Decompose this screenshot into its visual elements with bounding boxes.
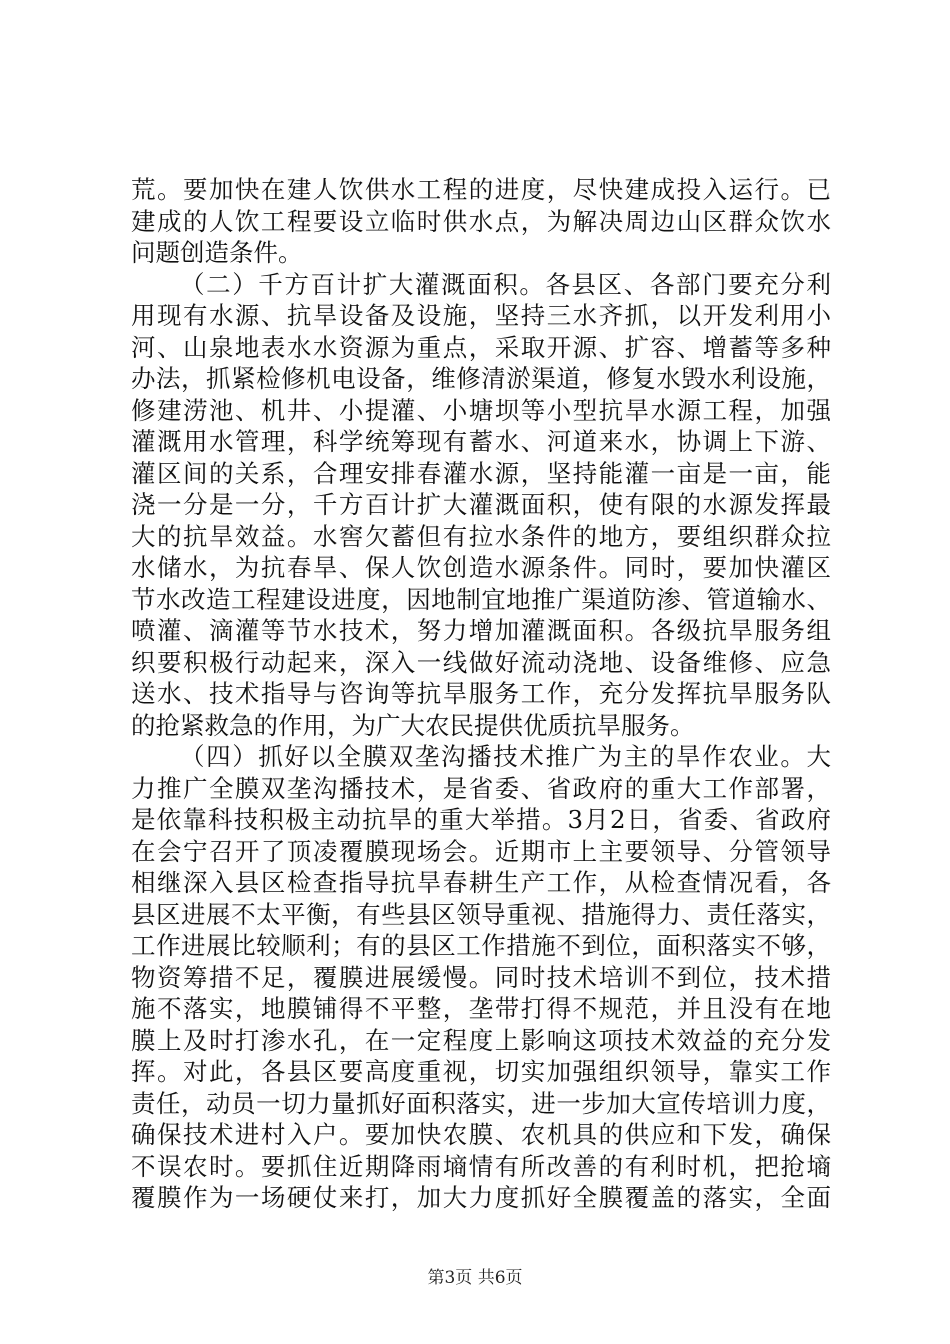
text-line: 相继深入县区检查指导抗旱春耕生产工作，从检查情况看，各 bbox=[131, 868, 831, 897]
text-line: 工作进展比较顺利；有的县区工作措施不到位，面积落实不够， bbox=[131, 931, 831, 960]
text-line: 荒。要加快在建人饮供水工程的进度，尽快建成投入运行。已 bbox=[131, 175, 831, 204]
text-line: 节水改造工程建设进度，因地制宜地推广渠道防渗、管道输水、 bbox=[131, 584, 831, 614]
text-line: 确保技术进村入户。要加快农膜、农机具的供应和下发，确保 bbox=[131, 1120, 831, 1149]
text-line: 力推广全膜双垄沟播技术，是省委、省政府的重大工作部署， bbox=[131, 773, 831, 803]
text-line: 水储水，为抗春旱、保人饮创造水源条件。同时，要加快灌区 bbox=[131, 553, 831, 582]
text-line: 用现有水源、抗旱设备及设施，坚持三水齐抓，以开发利用小 bbox=[131, 301, 831, 330]
text-line: 喷灌、滴灌等节水技术，努力增加灌溉面积。各级抗旱服务组 bbox=[131, 616, 831, 645]
text-line: 物资筹措不足，覆膜进展缓慢。同时技术培训不到位，技术措 bbox=[131, 962, 831, 992]
page-footer: 第3页 共6页 bbox=[427, 1268, 523, 1288]
text-line: 办法，抓紧检修机电设备，维修清淤渠道，修复水毁水利设施， bbox=[131, 364, 831, 393]
text-line: 织要积极行动起来，深入一线做好流动浇地、设备维修、应急 bbox=[131, 647, 831, 677]
text-line: 修建涝池、机井、小提灌、小塘坝等小型抗旱水源工程，加强 bbox=[131, 395, 831, 425]
text-line: 责任，动员一切力量抓好面积落实，进一步加大宣传培训力度， bbox=[131, 1088, 831, 1118]
text-line: 施不落实，地膜铺得不平整，垄带打得不规范，并且没有在地 bbox=[131, 994, 831, 1023]
text-line: 灌区间的关系，合理安排春灌水源，坚持能灌一亩是一亩，能 bbox=[131, 458, 831, 488]
text-line: 浇一分是一分，千方百计扩大灌溉面积，使有限的水源发挥最 bbox=[131, 490, 831, 519]
text-line: 是依靠科技积极主动抗旱的重大举措。3月2日，省委、省政府 bbox=[131, 805, 831, 834]
text-line: 不误农时。要抓住近期降雨墒情有所改善的有利时机，把抢墒 bbox=[131, 1151, 831, 1181]
text-line: 膜上及时打渗水孔，在一定程度上影响这项技术效益的充分发 bbox=[131, 1025, 831, 1055]
text-line: 建成的人饮工程要设立临时供水点，为解决周边山区群众饮水 bbox=[131, 206, 831, 236]
text-line: 挥。对此，各县区要高度重视，切实加强组织领导，靠实工作 bbox=[131, 1057, 831, 1086]
text-line: （四）抓好以全膜双垄沟播技术推广为主的旱作农业。大 bbox=[180, 742, 831, 771]
text-line: 在会宁召开了顶凌覆膜现场会。近期市上主要领导、分管领导 bbox=[131, 836, 831, 866]
text-line: 县区进展不太平衡，有些县区领导重视、措施得力、责任落实， bbox=[131, 899, 831, 929]
text-line: 河、山泉地表水水资源为重点，采取开源、扩容、增蓄等多种 bbox=[131, 332, 831, 362]
text-line: 送水、技术指导与咨询等抗旱服务工作，充分发挥抗旱服务队 bbox=[131, 679, 831, 708]
text-line: 大的抗旱效益。水窖欠蓄但有拉水条件的地方，要组织群众拉 bbox=[131, 521, 831, 551]
text-line: 灌溉用水管理，科学统筹现有蓄水、河道来水，协调上下游、 bbox=[131, 427, 831, 456]
text-line: 覆膜作为一场硬仗来打，加大力度抓好全膜覆盖的落实，全面 bbox=[131, 1183, 831, 1212]
body-text bbox=[131, 174, 831, 1214]
text-line: （二）千方百计扩大灌溉面积。各县区、各部门要充分利 bbox=[180, 269, 831, 299]
text-line: 问题创造条件。 bbox=[131, 238, 303, 267]
text-line: 的抢紧救急的作用，为广大农民提供优质抗旱服务。 bbox=[131, 710, 695, 740]
